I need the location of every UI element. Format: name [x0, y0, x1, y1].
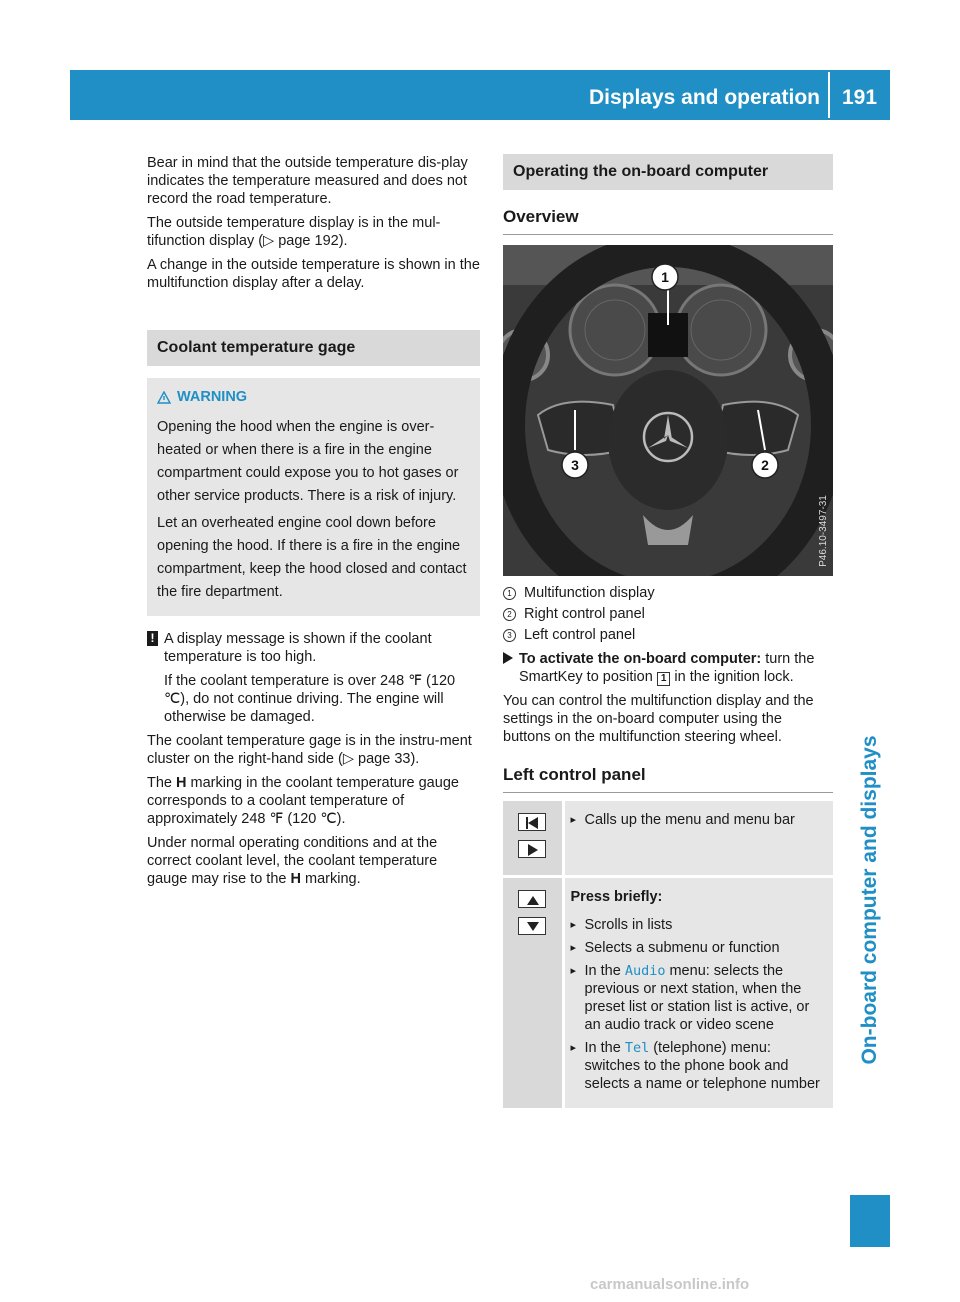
bullet-item: ▸ In the Tel (telephone) menu: switches to the phone book and selects a name or telephone number	[571, 1039, 828, 1093]
header-separator	[828, 72, 830, 118]
number-badge: 3	[503, 629, 516, 642]
menu-name: Tel	[624, 1040, 650, 1056]
paragraph: Bear in mind that the outside temperature dis-play indicates the temperature measured and does not record the road temperature.	[147, 155, 468, 207]
number-badge: 2	[503, 608, 516, 621]
paragraph: A change in the outside temperature is shown in the multifunction display after a delay.	[147, 257, 480, 291]
down-arrow-key-icon	[518, 917, 546, 935]
note-text: If the coolant temperature is over 248 ℉ (120 ℃), do not continue driving. The engine will otherwise be damaged.	[164, 673, 456, 725]
figure-code: P46.10-3497-31	[818, 495, 829, 567]
warning-triangle-icon	[157, 391, 171, 404]
svg-text:2: 2	[761, 457, 769, 473]
press-heading: Press briefly:	[570, 889, 663, 905]
ignition-position-key: 1	[657, 672, 671, 686]
up-arrow-key-icon	[518, 890, 546, 908]
side-tab-marker	[850, 1195, 890, 1247]
action-arrow-icon	[503, 652, 513, 664]
bullet-item: ▸ Calls up the menu and menu bar	[571, 811, 828, 829]
section-heading: Coolant temperature gage	[147, 330, 480, 366]
page-number: 191	[842, 86, 878, 109]
menu-name: Audio	[624, 963, 666, 979]
description-cell	[563, 877, 833, 1110]
paragraph: You can control the multifunction display and the settings in the on-board computer using the buttons on the multifunction steering wheel.	[503, 693, 814, 745]
subsection-heading: Overview	[503, 208, 833, 235]
note-text: A display message is shown if the coolant temperature is too high.	[164, 631, 432, 665]
right-arrow-key-icon	[518, 840, 546, 858]
right-column	[503, 154, 833, 1111]
steering-wheel-photo	[503, 245, 833, 576]
paragraph: The H marking in the coolant temperature gauge corresponds to a coolant temperature of approximately 248 ℉ (120 ℃).	[147, 775, 459, 827]
warning-text: Opening the hood when the engine is over-heated or when there is a fire in the engine compartment could expose you to hot gases or other service products. There is a risk of injury.	[157, 419, 459, 504]
paragraph: The coolant temperature gage is in the instru-ment cluster on the right-hand side (▷ page 33).	[147, 733, 472, 767]
action-step: To activate the on-board computer: turn the SmartKey to position 1 in the ignition lock.	[503, 650, 833, 686]
table-row	[503, 877, 833, 1110]
callout-3	[562, 452, 588, 478]
table-row	[503, 801, 833, 877]
left-column	[147, 154, 480, 894]
warning-label: WARNING	[177, 389, 248, 405]
paragraph: The outside temperature display is in the mul-tifunction display (▷ page 192).	[147, 215, 441, 249]
watermark: carmanualsonline.info	[590, 1276, 750, 1293]
bullet-item: ▸ In the Audio menu: selects the previous or next station, when the preset list or station list is active, or an audio track or video scene	[571, 962, 828, 1034]
page-header-title: Displays and operation	[588, 86, 820, 109]
subsection-heading: Left control panel	[503, 766, 833, 793]
steering-wheel-illustration	[503, 245, 833, 576]
paragraph: Under normal operating conditions and at the correct coolant level, the coolant temperature gauge may rise to the H marking.	[147, 835, 438, 887]
svg-text:3: 3	[571, 457, 579, 473]
legend-item: 2 Right control panel	[503, 605, 833, 623]
side-tab-label: On-board computer and displays	[858, 735, 881, 1065]
warning-box	[147, 378, 480, 616]
callout-1	[652, 264, 678, 290]
key-cell	[503, 801, 563, 877]
description-cell	[563, 801, 833, 877]
note	[147, 630, 480, 726]
caution-icon: !	[147, 631, 158, 646]
left-arrow-key-icon	[518, 813, 546, 831]
bullet-item: ▸ Scrolls in lists	[571, 916, 828, 934]
callout-2	[752, 452, 778, 478]
legend-item: 3 Left control panel	[503, 626, 833, 644]
number-badge: 1	[503, 587, 516, 600]
key-cell	[503, 877, 563, 1110]
legend-item: 1 Multifunction display	[503, 584, 833, 602]
figure-legend	[503, 584, 833, 644]
bullet-item: ▸ Selects a submenu or function	[571, 939, 828, 957]
warning-title	[157, 388, 470, 406]
side-tab	[852, 680, 888, 1120]
section-heading: Operating the on-board computer	[503, 154, 833, 190]
svg-text:1: 1	[661, 269, 669, 285]
warning-text: Let an overheated engine cool down before opening the hood. If there is a fire in the engine compartment, keep the hood closed and contact the fire department.	[157, 515, 467, 600]
control-table	[503, 801, 833, 1111]
